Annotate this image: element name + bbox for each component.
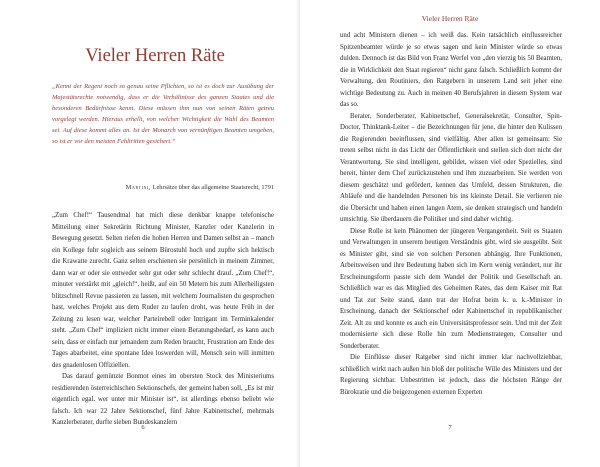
epigraph-source: Lehrsätze über das allgemeine Staatsrecht, 1791 [152, 184, 274, 191]
body-paragraph: Berater, Sonderberater, Kabinettschef, Generalsekretär, Consulter, Spin-Doctor, Thinktank-Leiter – die Bezeichnungen für jene, die hinter den Kulissen die Regierenden beeinflussen, sind vielfältig. Aber allen ist gemeinsam: Sie treten selbst nicht in das Licht der Öffentlichkeit und stellen sich dort nicht der Verantwortung. Sie sind intelligent, gebildet, wissen viel oder Spezielles, sind bereit, hinter dem Chef zurückzustehen und ihm zuzuarbeiten. Sie werden von diesem geschätzt und gefördert, kennen das Umfeld, dessen Strukturen, die Abläufe und die handelnden Personen bis ins kleinste Detail. Sie verlieren nie die Übersicht und haben einen langen Atem, sie denken strategisch und handeln umsichtig. Sie überdauern die Politiker und sind daher wichtig. [340, 112, 562, 223]
page-number: 6 [141, 424, 145, 431]
right-page [300, 0, 600, 467]
right-body-text [340, 30, 562, 398]
epigraph-attribution [52, 184, 274, 191]
epigraph-quote: „Kennt der Regent noch so genau seine Pflichten, so ist es doch zur Ausübung der Majestätsrechte notwendig, dass er die Verhältnisse des ganzen Staates und die besonderen Bedürfnisse kennt. Diese müssen ihm nun von seinen Räten getreu vorgelegt werden. Hieraus erhellt, von welcher Wichtigkeit die Wahl des Beamten sei. Auf diese kommt alles an. Ist der Monarch von vernünftigen Beamten umgeben, so ist er vor den meisten Fehltritten gesichert.“ [52, 83, 274, 145]
body-paragraph: Diese Rolle ist kein Phänomen der jüngeren Vergangenheit. Seit es Staaten und Verwaltungen in unserem heutigen Verständnis gibt, wird sie ausgeübt. Seit es Minister gibt, sind sie von solchen Personen abhängig. Ihre Funktionen, Arbeitsweisen und ihre Bedeutung haben sich im Kern wenig verändert, nur ihr Erscheinungsform passte sich dem Wandel der Politik und Gesellschaft an. Schließlich war es das Mitglied des Geheimen Rates, das dem Kaiser mit Rat und Tat zur Seite stand, dann trat der Hofrat beim k. u. k.-Minister in Erscheinung, danach der Sektionschef oder Kabinettschef in republikanischer Zeit. Alt zu und konnte es auch ein Universitätsprofessor sein. Und mit der Zeit modernisierte sich diese Rolle hin zum Medienstrategen, Consulter und Sonderberater. [340, 227, 562, 350]
body-paragraph: und acht Ministern dienen – ich weiß das. Kein tatsächlich einflussreicher Spitzenbeamter würde je so etwas sagen und kein Minister würde so etwas dulden. Dennoch ist das Bild von Franz Werfel von „den vierzig bis 50 Beamten, die in Wirklichkeit den Staat regieren“ nicht ganz falsch. Schließlich kommt der Verwaltung, den Routiniers, den Ratgebern in unserem Land seit jeher eine wichtige Bedeutung zu. Auch in meinen 40 Berufsjahren in diesem System war das so. [340, 32, 562, 108]
body-paragraph: „Zum Chef!“ Tausendmal hat mich diese denkbar knappe telefonische Mitteilung einer Sekretärin Richtung Minister, Kanzler oder Kanzlerin in Bewegung gesetzt. Selten riefen die hohen Herren und Damen selbst an – manch ein Kollege fuhr sogleich aus seinem Bürostuhl hoch und zupfte sich hektisch die Krawatte zurecht. Ganz selten erschienen sie persönlich in meinem Zimmer, dann war er oder sie entweder sehr gut oder sehr schlecht drauf. „Zum Chef!“, minuter verstärkt mit „gleich!“, heißt, auf ein 50 Metern bis zum Allerheiligsten blitzschnell Revue passieren zu lassen, mit welchem Journalisten du gesprochen hast, welches Projekt aus dem Ruder zu laufen droht, was heute Früh in der Zeitung zu lesen war, welcher Parteirebell oder Intrigant im Terminkalender steht. „Zum Chef“ impliziert nicht immer einen Beratungsbedarf, es kann auch sein, dass er einfach nur jemandem zum Reden braucht, Frustration am Ende des Tages abarbeitet, eine spontane Idee loswerden will, Mensch sein will inmitten des gnadenlosen Offiziellen. [52, 212, 274, 369]
page-number: 7 [448, 424, 452, 431]
left-body-text [52, 210, 274, 429]
running-head: Vieler Herren Räte [421, 14, 479, 23]
epigraph-author: Martini, [125, 184, 152, 191]
body-paragraph: Das darauf gemünzte Bonmot eines im obersten Stock des Ministeriums residierenden österreichischen Sektionschefs, der gemeint haben soll, „Es ist mir eigentlich egal, wer unter mir Minister ist“, ist allerdings ebenso beliebt wie falsch. Ich war 22 Jahre Sektionschef, fünf Jahre Kabinettschef, mehrmals Kanzlerberater, durfte sieben Bundeskanzlern [52, 373, 274, 426]
body-paragraph: Die Einflüsse dieser Ratgeber sind nicht immer klar nachvollziehbar, schließlich wirkt nach außen hin bloß der politische Wille des Ministers und der Regierung sichtbar. Unbestritten ist jedoch, dass die höchsten Ränge der Bürokratie und die beigezogenen externen Experten [340, 354, 562, 396]
chapter-title: Vieler Herren Räte [85, 46, 225, 66]
